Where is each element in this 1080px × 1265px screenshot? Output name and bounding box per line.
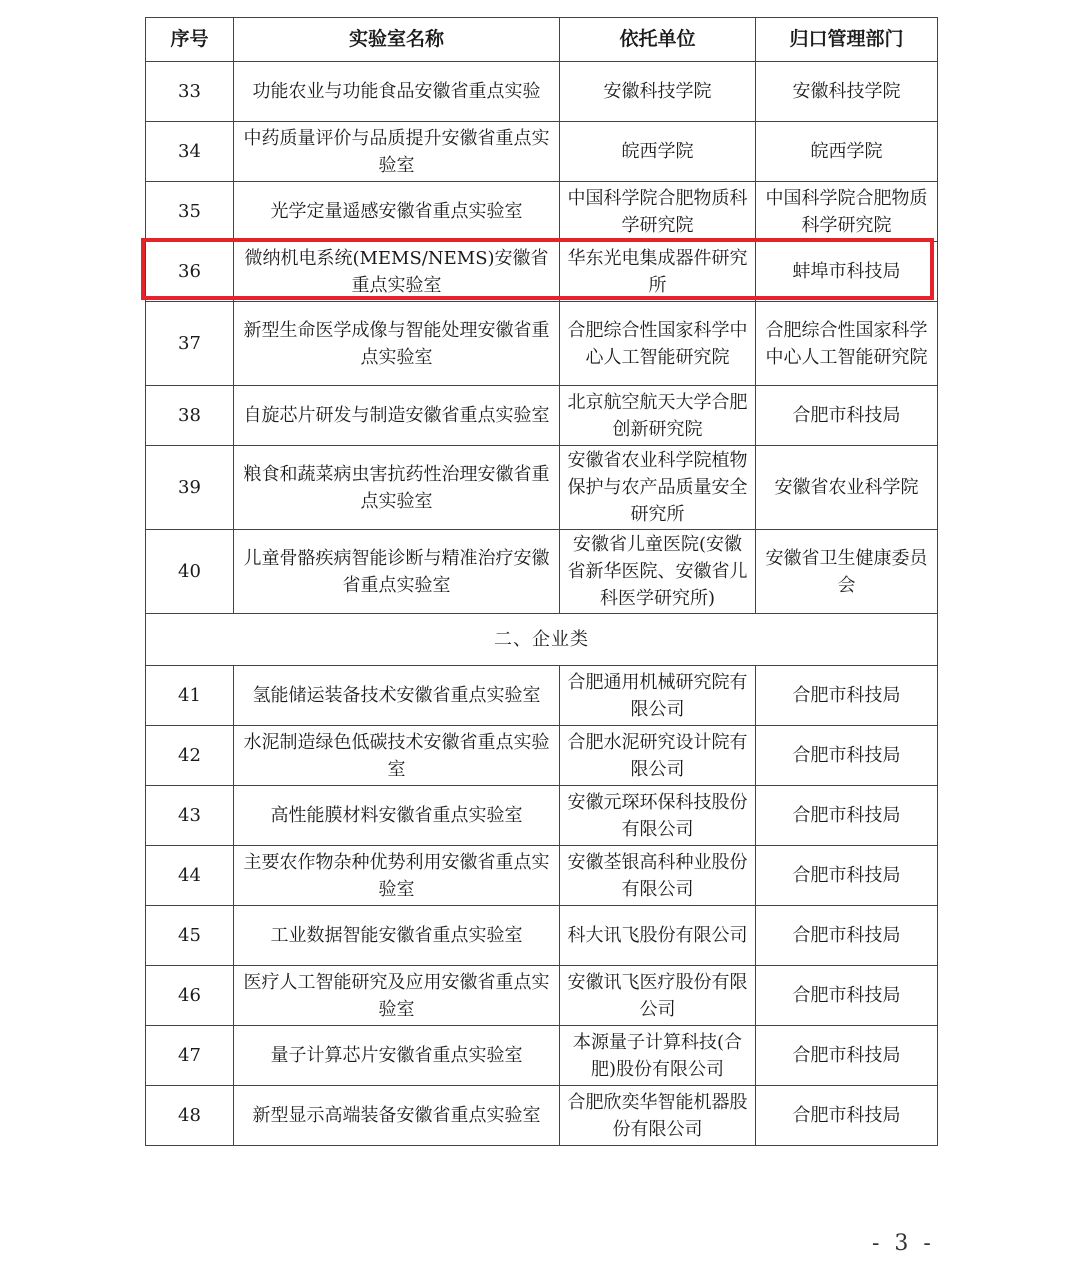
row-department: 安徽科技学院 [756,62,938,122]
key-laboratory-table [145,17,938,1146]
row-no: 48 [146,1086,234,1146]
row-host-unit: 华东光电集成器件研究所 [560,242,756,302]
row-host-unit: 安徽科技学院 [560,62,756,122]
table-row [146,846,938,906]
row-no: 39 [146,446,234,530]
row-department: 合肥市科技局 [756,846,938,906]
row-host-unit: 本源量子计算科技(合肥)股份有限公司 [560,1026,756,1086]
row-department: 安徽省农业科学院 [756,446,938,530]
row-no: 43 [146,786,234,846]
row-host-unit: 安徽省农业科学院植物保护与农产品质量安全研究所 [560,446,756,530]
row-lab-name: 氢能储运装备技术安徽省重点实验室 [234,666,560,726]
header-host-unit: 依托单位 [560,18,756,62]
row-host-unit: 合肥综合性国家科学中心人工智能研究院 [560,302,756,386]
row-no: 33 [146,62,234,122]
row-host-unit: 安徽讯飞医疗股份有限公司 [560,966,756,1026]
table-row [146,302,938,386]
table-row [146,530,938,614]
row-no: 44 [146,846,234,906]
header-lab-name: 实验室名称 [234,18,560,62]
row-lab-name: 医疗人工智能研究及应用安徽省重点实验室 [234,966,560,1026]
row-host-unit: 中国科学院合肥物质科学研究院 [560,182,756,242]
header-department: 归口管理部门 [756,18,938,62]
row-host-unit: 合肥通用机械研究院有限公司 [560,666,756,726]
row-department: 蚌埠市科技局 [756,242,938,302]
row-no: 47 [146,1026,234,1086]
table-row [146,446,938,530]
table-row [146,966,938,1026]
row-host-unit: 合肥水泥研究设计院有限公司 [560,726,756,786]
table-row [146,1026,938,1086]
highlight-box [141,238,934,300]
row-no: 38 [146,386,234,446]
row-lab-name: 儿童骨骼疾病智能诊断与精准治疗安徽省重点实验室 [234,530,560,614]
row-lab-name: 自旋芯片研发与制造安徽省重点实验室 [234,386,560,446]
row-no: 36 [146,242,234,302]
row-department: 合肥市科技局 [756,386,938,446]
row-host-unit: 安徽元琛环保科技股份有限公司 [560,786,756,846]
row-host-unit: 皖西学院 [560,122,756,182]
row-no: 37 [146,302,234,386]
row-no: 42 [146,726,234,786]
table-row [146,62,938,122]
row-lab-name: 粮食和蔬菜病虫害抗药性治理安徽省重点实验室 [234,446,560,530]
table-row [146,786,938,846]
row-no: 34 [146,122,234,182]
row-host-unit: 北京航空航天大学合肥创新研究院 [560,386,756,446]
row-host-unit: 科大讯飞股份有限公司 [560,906,756,966]
row-department: 合肥市科技局 [756,726,938,786]
row-lab-name: 光学定量遥感安徽省重点实验室 [234,182,560,242]
table-row [146,386,938,446]
row-lab-name: 新型生命医学成像与智能处理安徽省重点实验室 [234,302,560,386]
row-lab-name: 功能农业与功能食品安徽省重点实验 [234,62,560,122]
section-label: 二、企业类 [146,614,938,666]
row-lab-name: 水泥制造绿色低碳技术安徽省重点实验室 [234,726,560,786]
row-lab-name: 量子计算芯片安徽省重点实验室 [234,1026,560,1086]
table-row [146,906,938,966]
row-lab-name: 高性能膜材料安徽省重点实验室 [234,786,560,846]
row-department: 合肥市科技局 [756,666,938,726]
table-row [146,726,938,786]
row-department: 合肥市科技局 [756,1086,938,1146]
row-department: 安徽省卫生健康委员会 [756,530,938,614]
row-no: 45 [146,906,234,966]
row-host-unit: 安徽省儿童医院(安徽省新华医院、安徽省儿科医学研究所) [560,530,756,614]
page-number: - 3 - [872,1231,935,1256]
row-host-unit: 合肥欣奕华智能机器股份有限公司 [560,1086,756,1146]
table-row [146,1086,938,1146]
row-no: 40 [146,530,234,614]
row-department: 合肥市科技局 [756,966,938,1026]
row-department: 合肥市科技局 [756,1026,938,1086]
row-department: 中国科学院合肥物质科学研究院 [756,182,938,242]
header-no: 序号 [146,18,234,62]
row-no: 46 [146,966,234,1026]
row-department: 合肥综合性国家科学中心人工智能研究院 [756,302,938,386]
table-row [146,182,938,242]
row-no: 41 [146,666,234,726]
row-department: 皖西学院 [756,122,938,182]
table-row [146,666,938,726]
row-lab-name: 中药质量评价与品质提升安徽省重点实验室 [234,122,560,182]
row-lab-name: 工业数据智能安徽省重点实验室 [234,906,560,966]
row-host-unit: 安徽荃银高科种业股份有限公司 [560,846,756,906]
row-lab-name: 微纳机电系统(MEMS/NEMS)安徽省重点实验室 [234,242,560,302]
section-row [146,614,938,666]
row-department: 合肥市科技局 [756,786,938,846]
row-no: 35 [146,182,234,242]
table-row [146,122,938,182]
row-department: 合肥市科技局 [756,906,938,966]
row-lab-name: 主要农作物杂种优势利用安徽省重点实验室 [234,846,560,906]
row-lab-name: 新型显示高端装备安徽省重点实验室 [234,1086,560,1146]
table-header-row [146,18,938,62]
